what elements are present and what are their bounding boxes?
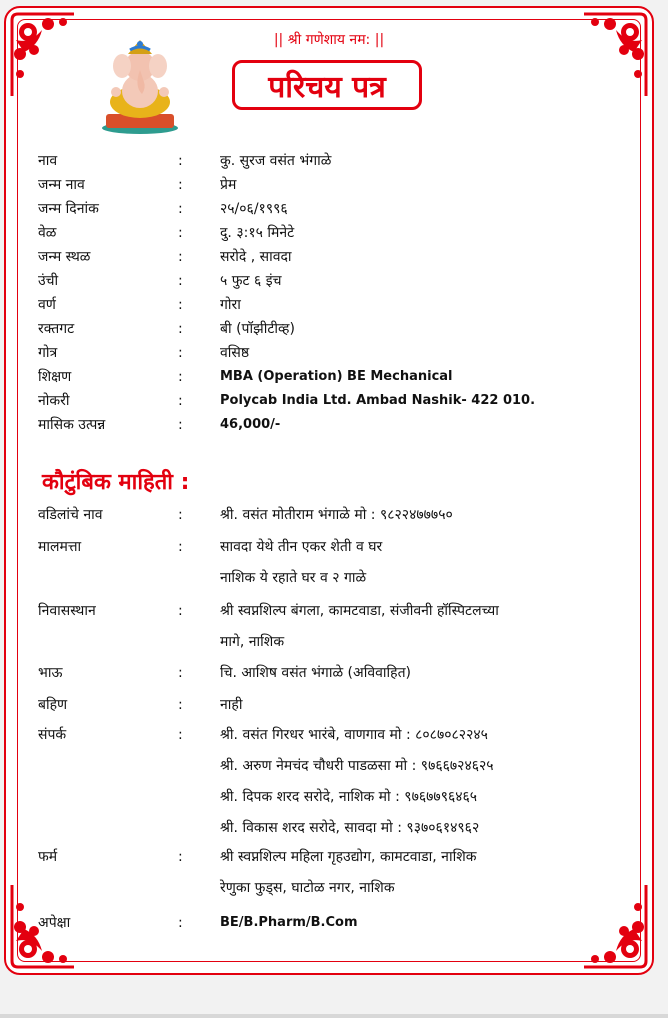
detail-value: दु. ३:१५ मिनेटे (220, 225, 295, 241)
detail-value: प्रेम (220, 177, 237, 193)
separator: : (178, 849, 183, 865)
family-value-line: श्री स्वप्नशिल्प बंगला, कामटवाडा, संजीवनी हॉस्पिटलच्या (220, 603, 499, 619)
detail-value: सरोदे , सावदा (220, 249, 292, 265)
separator: : (178, 153, 183, 169)
bottom-bar (0, 1014, 668, 1018)
detail-label: उंची (38, 273, 59, 289)
separator: : (178, 273, 183, 289)
separator: : (178, 507, 183, 523)
family-value-line: BE/B.Pharm/B.Com (220, 915, 358, 930)
floral-corner-top-left-icon (8, 10, 78, 100)
detail-label: वर्ण (38, 297, 56, 313)
family-label: वडिलांचे नाव (38, 507, 103, 523)
family-label: फर्म (38, 849, 58, 865)
family-label: मालमत्ता (38, 539, 82, 555)
separator: : (178, 201, 183, 217)
detail-value: ५ फुट ६ इंच (220, 273, 282, 289)
separator: : (178, 665, 183, 681)
separator: : (178, 417, 183, 433)
detail-value: गोरा (220, 297, 241, 313)
separator: : (178, 393, 183, 409)
separator: : (178, 345, 183, 361)
family-value-line: मागे, नाशिक (220, 634, 285, 650)
separator: : (178, 369, 183, 385)
detail-value: 46,000/- (220, 417, 281, 432)
family-value-line: श्री. वसंत मोतीराम भंगाळे मो : ९८२२४७७७५० (220, 507, 453, 523)
separator: : (178, 249, 183, 265)
detail-value: Polycab India Ltd. Ambad Nashik- 422 010. (220, 393, 536, 408)
detail-label: गोत्र (38, 345, 58, 361)
detail-value: वसिष्ठ (220, 345, 250, 361)
family-value-line: श्री. विकास शरद सरोदे, सावदा मो : ९३७०६१४९६२ (220, 820, 480, 836)
family-label: निवासस्थान (38, 603, 96, 619)
family-section-heading: कौटुंबिक माहिती : (42, 470, 190, 495)
title-box (232, 60, 422, 110)
detail-label: जन्म नाव (38, 177, 85, 193)
family-value-line: श्री. अरुण नेमचंद चौधरी पाडळसा मो : ९७६६७२४६२५ (220, 758, 494, 774)
separator: : (178, 225, 183, 241)
family-value-line: रेणुका फुड्स, घाटोळ नगर, नाशिक (220, 880, 395, 896)
invocation-text: || श्री गणेशाय नम: || (273, 32, 385, 48)
separator: : (178, 177, 183, 193)
separator: : (178, 539, 183, 555)
page-title: परिचय पत्र (268, 69, 386, 105)
detail-value: बी (पॉझीटीव्ह) (220, 321, 295, 337)
separator: : (178, 297, 183, 313)
detail-value: २५/०६/१९९६ (220, 201, 288, 217)
ganesh-idol-icon (94, 36, 186, 136)
detail-label: जन्म स्थळ (38, 249, 91, 265)
detail-label: शिक्षण (38, 369, 72, 385)
family-value-line: श्री. दिपक शरद सरोदे, नाशिक मो : ९७६७७९६४६५ (220, 789, 478, 805)
floral-corner-top-right-icon (580, 10, 650, 100)
family-value-line: चि. आशिष वसंत भंगाळे (अविवाहित) (220, 665, 412, 681)
detail-label: मासिक उत्पन्न (38, 417, 106, 433)
family-label: भाऊ (38, 665, 63, 681)
detail-value: MBA (Operation) BE Mechanical (220, 369, 453, 384)
separator: : (178, 915, 183, 931)
detail-value: कु. सुरज वसंत भंगाळे (220, 153, 332, 169)
detail-label: नोकरी (38, 393, 70, 409)
family-value-line: श्री स्वप्नशिल्प महिला गृहउद्योग, कामटवाडा, नाशिक (220, 849, 477, 865)
separator: : (178, 603, 183, 619)
separator: : (178, 727, 183, 743)
family-label: बहिण (38, 697, 68, 713)
floral-corner-bottom-right-icon (580, 881, 650, 971)
family-value-line: नाही (220, 697, 243, 713)
detail-label: वेळ (38, 225, 57, 241)
family-label: संपर्क (38, 727, 67, 743)
detail-label: नाव (38, 153, 58, 169)
separator: : (178, 697, 183, 713)
family-value-line: नाशिक ये रहाते घर व २ गाळे (220, 570, 367, 586)
biodata-card (4, 6, 654, 975)
separator: : (178, 321, 183, 337)
family-value-line: श्री. वसंत गिरधर भारंबे, वाणगाव मो : ८०८७०८२२४५ (220, 727, 488, 743)
detail-label: जन्म दिनांक (38, 201, 99, 217)
family-value-line: सावदा येथे तीन एकर शेती व घर (220, 539, 383, 555)
family-label: अपेक्षा (38, 915, 71, 931)
detail-label: रक्तगट (38, 321, 75, 337)
